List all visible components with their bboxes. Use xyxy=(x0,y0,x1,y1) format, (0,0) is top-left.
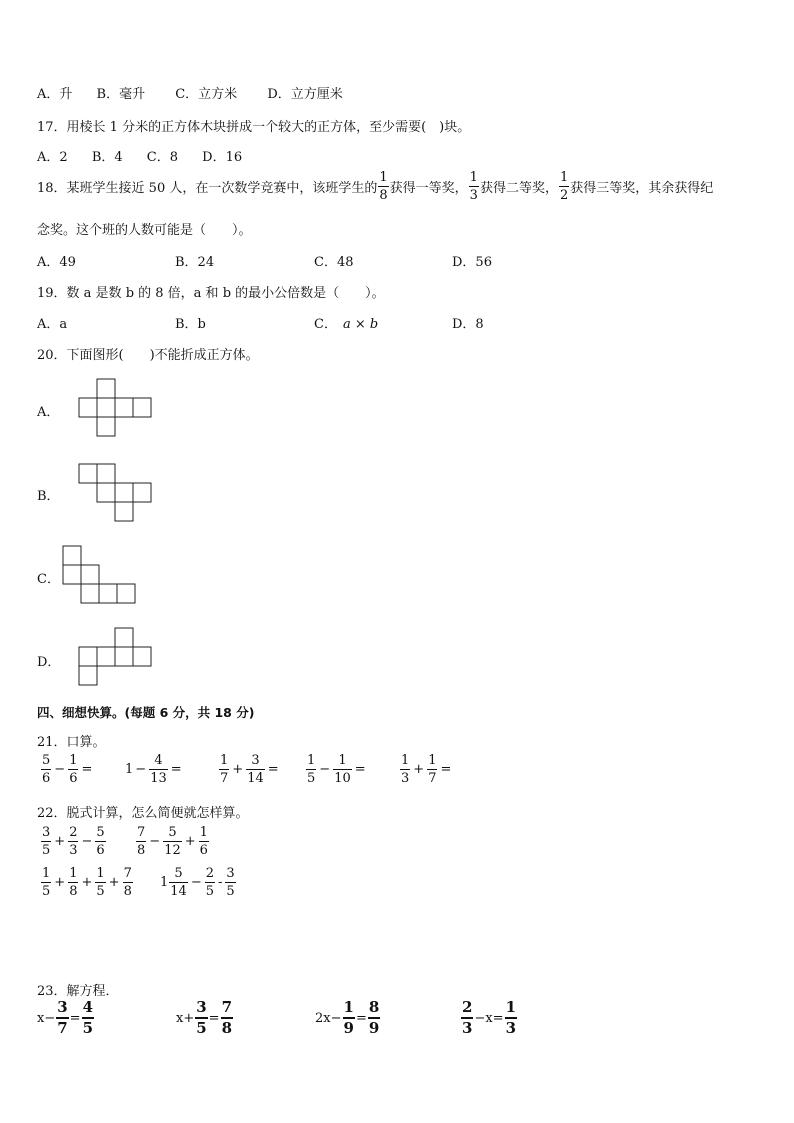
q19-question: 19．数 a 是数 b 的 8 倍，a 和 b 的最小公倍数是（ ）。 xyxy=(37,286,385,301)
q16-option-b: B．毫升 xyxy=(96,87,146,102)
fraction: $\frac{1}{2}$ xyxy=(559,170,569,203)
q19-option-c: C． a × b xyxy=(314,317,379,332)
q23-equation-1: x− $\frac{3}{7}$ = $\frac{4}{5}$ xyxy=(37,998,94,1037)
q16-option-a: A．升 xyxy=(37,87,73,102)
q18-question xyxy=(37,171,713,202)
cube-net-c xyxy=(62,545,136,605)
q22-expr-2: $\frac{7}{8}$ − $\frac{5}{12}$ + $\frac{1}{6}$ xyxy=(137,825,208,858)
q21-item-5: $\frac{1}{3}$ + $\frac{1}{7}$ = xyxy=(401,753,452,786)
q17-option-d: D．16 xyxy=(202,150,243,165)
q22-expr-1: $\frac{3}{5}$ + $\frac{2}{3}$ − $\frac{5}{6}$ xyxy=(42,825,105,858)
q21-item-3: $\frac{1}{7}$ + $\frac{3}{14}$ = xyxy=(220,753,279,786)
q18-lead: 18．某班学生接近 50 人，在一次数学竞赛中，该班学生的 xyxy=(37,181,378,196)
q18-option-d: D．56 xyxy=(452,255,492,270)
q21-item-2: 1 − $\frac{4}{13}$ = xyxy=(125,753,182,786)
q20-question: 20．下面图形( )不能折成正方体。 xyxy=(37,348,259,363)
q20-label-c: C． xyxy=(37,572,60,587)
q18-text-2: 获得二等奖， xyxy=(479,181,558,196)
q18-text-1: 获得一等奖， xyxy=(389,181,468,196)
q23-equation-2: x+ $\frac{3}{5}$ = $\frac{7}{8}$ xyxy=(176,998,233,1037)
q18-option-c: C．48 xyxy=(314,255,354,270)
q22-question: 22．脱式计算，怎么简便就怎样算。 xyxy=(37,806,249,821)
q21-item-1: $\frac{5}{6}$ − $\frac{1}{6}$ = xyxy=(42,753,93,786)
q20-label-a: A． xyxy=(37,405,60,420)
q19-option-d: D．8 xyxy=(452,317,484,332)
q20-label-d: D． xyxy=(37,655,61,670)
q18-line2: 念奖。这个班的人数可能是（ ）。 xyxy=(37,223,252,238)
q23-question: 23．解方程． xyxy=(37,984,119,999)
q18-option-b: B．24 xyxy=(175,255,215,270)
q16-option-c: C．立方米 xyxy=(175,87,238,102)
q17-options xyxy=(37,146,242,165)
q18-text-3: 获得三等奖，其余获得纪 xyxy=(570,181,714,196)
q22-expr-3: $\frac{1}{5}$ + $\frac{1}{8}$ + $\frac{1}{5}$ + $\frac{7}{8}$ xyxy=(42,866,132,899)
q23-equation-4: $\frac{2}{3}$ −x= $\frac{1}{3}$ xyxy=(462,998,516,1037)
q17-option-a: A．2 xyxy=(37,150,68,165)
q17-question: 17．用棱长 1 分米的正方体木块拼成一个较大的正方体，至少需要( )块。 xyxy=(37,120,471,135)
q19-option-a: A．a xyxy=(37,317,68,332)
cube-net-b xyxy=(78,463,152,523)
q19-option-c-expr: a × b xyxy=(342,317,379,332)
q21-question: 21．口算。 xyxy=(37,735,106,750)
q16-option-d: D．立方厘米 xyxy=(267,87,343,102)
fraction: $\frac{1}{8}$ xyxy=(379,170,388,203)
section-title: 四、细想快算。(每题 6 分，共 18 分) xyxy=(37,705,255,720)
q23-equation-3: 2x− $\frac{1}{9}$ = $\frac{8}{9}$ xyxy=(315,998,380,1037)
cube-net-d xyxy=(78,627,152,687)
q20-label-b: B． xyxy=(37,489,60,504)
q17-option-b: B．4 xyxy=(91,150,123,165)
fraction: $\frac{1}{3}$ xyxy=(469,170,478,203)
q18-option-a: A．49 xyxy=(37,255,76,270)
q17-option-c: C．8 xyxy=(146,150,178,165)
q22-expr-4: 1 $\frac{5}{14}$ − $\frac{2}{5}$ - $\frac{3}{5}$ xyxy=(160,866,235,899)
q16-options xyxy=(37,83,343,102)
q21-item-4: $\frac{1}{5}$ − $\frac{1}{10}$ = xyxy=(307,753,366,786)
cube-net-a xyxy=(78,378,152,438)
q19-option-b: B．b xyxy=(175,317,206,332)
